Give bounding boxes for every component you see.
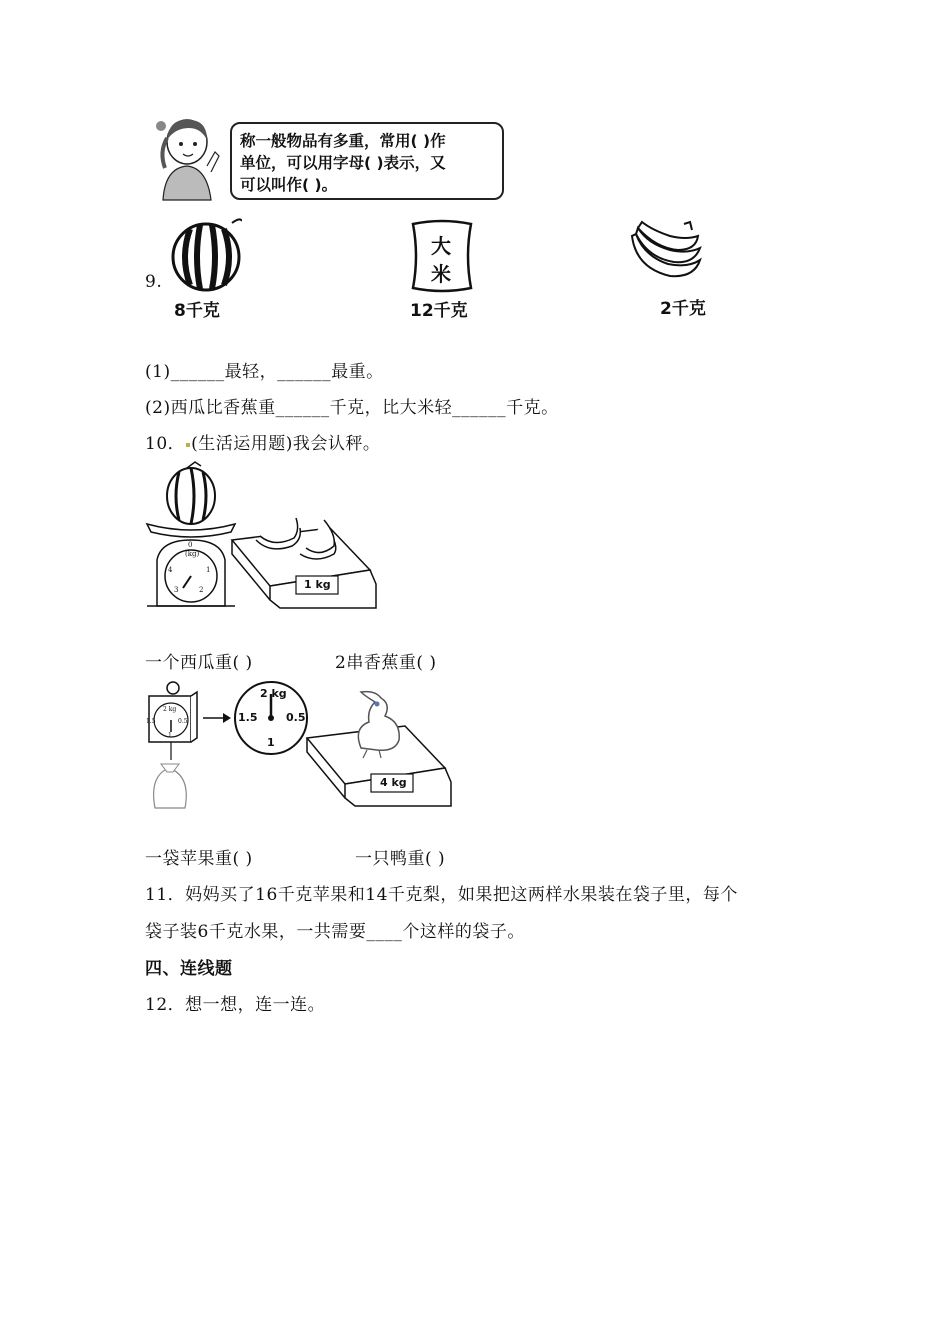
q9-sub2: (2)西瓜比香蕉重______千克，比大米轻______千克。	[145, 398, 559, 418]
speech-bubble	[230, 122, 504, 200]
q10-header	[145, 429, 380, 454]
digital-scale-with-duck	[305, 688, 453, 810]
watermelon-label: 8千克	[174, 301, 220, 321]
big-dial-top: 2 kg	[260, 687, 287, 700]
bubble-line-3: 可以叫作( )。	[240, 176, 338, 194]
big-dial-left: 1.5	[238, 711, 258, 724]
banana-icon	[628, 220, 704, 284]
rice-bag-text-top: 大	[431, 234, 451, 258]
dial-num-3: 3	[174, 586, 179, 594]
q9-number: 9.	[145, 272, 163, 292]
arrow-right-icon	[203, 712, 231, 724]
dial-kg-label: (kg)	[185, 550, 200, 558]
digital-screen-1: 1 kg	[304, 578, 331, 591]
mark-dot	[186, 443, 190, 447]
dial-num-1: 1	[206, 566, 211, 574]
rice-bag-text-bottom: 米	[431, 262, 451, 286]
q11-line1: 11．妈妈买了16千克苹果和14千克梨，如果把这两样水果装在袋子里，每个	[145, 885, 738, 905]
banana-label: 2千克	[660, 299, 706, 319]
q12-text: 12．想一想，连一连。	[145, 995, 326, 1015]
q11-line2: 袋子装6千克水果，一共需要____个这样的袋子。	[145, 922, 525, 942]
small-dial-top: 2 kg	[163, 706, 177, 713]
q10-number: 10．	[145, 434, 186, 454]
watermelon-icon	[170, 215, 242, 293]
big-dial-bottom: 1	[267, 736, 275, 749]
hanging-scale-icon	[143, 680, 203, 810]
bubble-line-2: 单位，可以用字母( )表示，又	[240, 154, 446, 172]
q10-title: (生活运用题)我会认秤。	[191, 434, 381, 454]
q9-sub1: (1)______最轻，______最重。	[145, 362, 384, 382]
small-dial-right: 0.5	[178, 718, 188, 725]
dial-num-2: 2	[199, 586, 204, 594]
q10-row2-right: 一只鸭重( )	[355, 849, 446, 869]
q10-row1-left: 一个西瓜重( )	[145, 653, 253, 673]
girl-illustration	[145, 112, 227, 202]
dial-num-0: 0	[188, 541, 193, 549]
rice-bag-label: 12千克	[410, 301, 468, 321]
dial-num-4: 4	[168, 566, 173, 574]
big-dial-right: 0.5	[286, 711, 306, 724]
small-dial-bottom: 1	[168, 732, 172, 739]
section4-title: 四、连线题	[145, 959, 233, 979]
bubble-line-1: 称一般物品有多重，常用( )作	[240, 132, 446, 150]
digital-scale-with-bananas	[230, 510, 380, 612]
q10-row1-right: 2串香蕉重( )	[335, 653, 437, 673]
dial-scale-with-watermelon	[143, 460, 243, 610]
q10-row2-left: 一袋苹果重( )	[145, 849, 253, 869]
small-dial-left: 1.5	[146, 718, 156, 725]
digital-screen-2: 4 kg	[380, 776, 407, 789]
